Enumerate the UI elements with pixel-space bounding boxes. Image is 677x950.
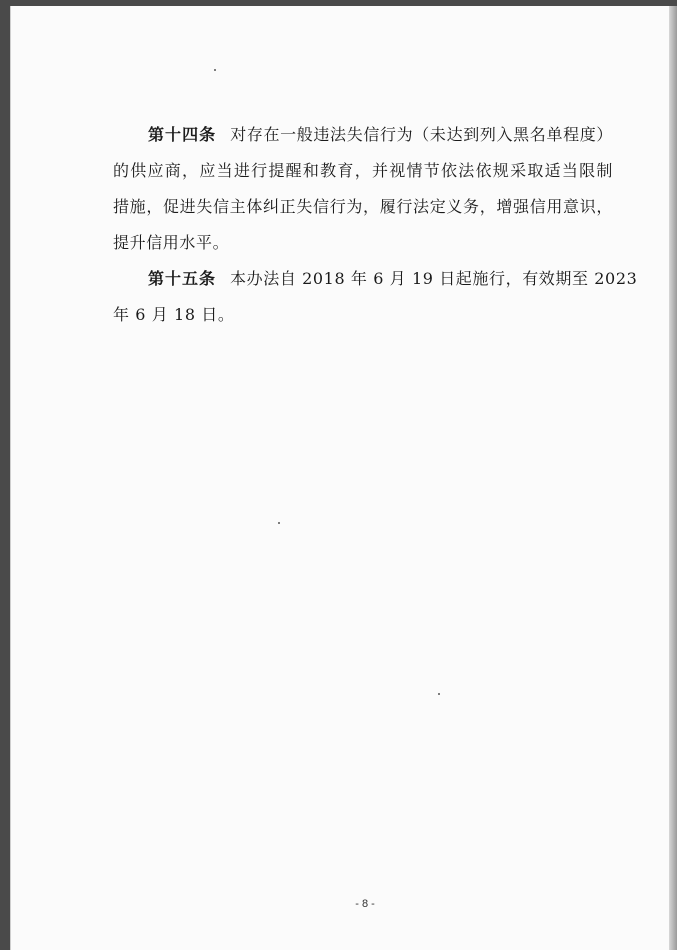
scan-speck bbox=[278, 522, 280, 524]
article-14-text: 对存在一般违法失信行为（未达到列入黑名单程度） bbox=[230, 125, 613, 144]
article-15-label: 第十五条 bbox=[148, 269, 217, 288]
article-14-label: 第十四条 bbox=[148, 125, 217, 144]
scan-speck bbox=[438, 693, 440, 695]
article-15-text: 本办法自 2018 年 6 月 19 日起施行，有效期至 2023 bbox=[230, 269, 638, 288]
article-15-line-2: 年 6 月 18 日。 bbox=[113, 305, 235, 324]
article-14-line-4: 提升信用水平。 bbox=[113, 233, 230, 252]
article-14-line-3: 措施，促进失信主体纠正失信行为，履行法定义务，增强信用意识， bbox=[113, 197, 613, 216]
scan-shadow-edge bbox=[669, 6, 677, 950]
article-14-line-2: 的供应商，应当进行提醒和教育，并视情节依法依规采取适当限制 bbox=[113, 161, 613, 180]
article-14-line-1 bbox=[148, 121, 613, 149]
scan-speck bbox=[214, 69, 216, 71]
page-number: - 8 - bbox=[355, 898, 375, 910]
article-15-line-1 bbox=[148, 265, 638, 293]
